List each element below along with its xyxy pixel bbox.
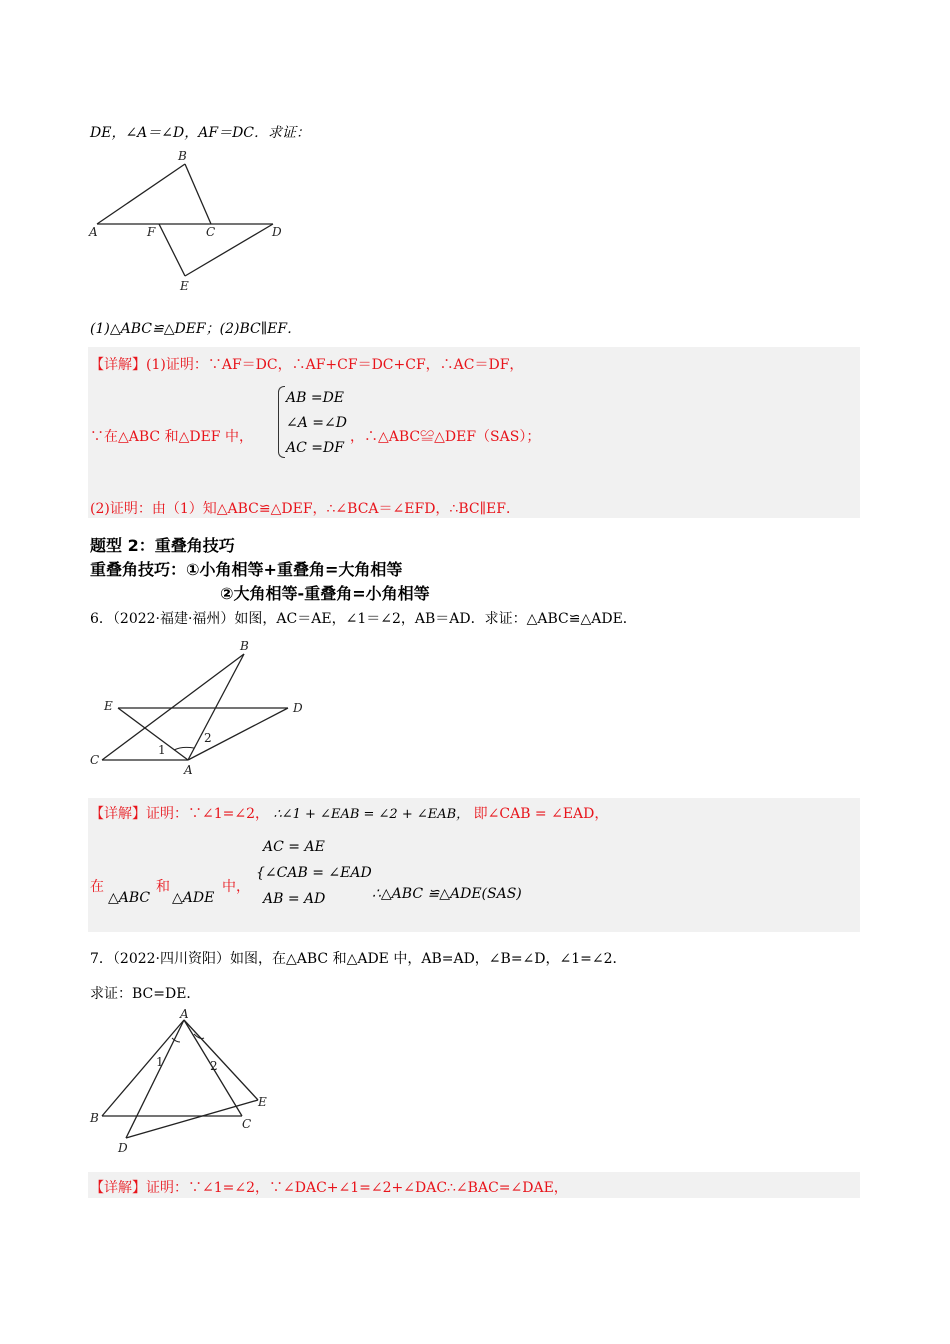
type-2-tip-1: 重叠角技巧：①小角相等+重叠角=大角相等 [90, 560, 403, 579]
figure-1-diagram [85, 148, 295, 296]
type-2-title: 题型 2：重叠角技巧 [90, 536, 235, 555]
equation-system-1 [286, 386, 347, 461]
segment-cb [102, 654, 244, 760]
solution-6-line-1 [90, 803, 608, 823]
solution-1-text: (1)证明：∵AF＝DC，∴AF+CF＝DC+CF，∴AC＝DF， [146, 357, 524, 373]
eq-3: AC =DF [286, 440, 344, 456]
segment-ab [102, 1020, 184, 1116]
segment-ae [118, 708, 188, 760]
word-zai: 在 [90, 879, 104, 895]
segment-bc [185, 164, 211, 224]
question-7-prove: 求证：BC=DE． [90, 986, 201, 1002]
label-c: C [90, 753, 100, 767]
equation-system-6 [256, 834, 372, 912]
label-e: E [104, 699, 113, 713]
word-he: 和 [156, 879, 170, 895]
eq-1: AB =DE [286, 390, 345, 406]
segment-ab [188, 654, 244, 760]
triangle-ade: △ADE [172, 890, 215, 906]
angle-arc [174, 747, 194, 750]
eq-1: AC = AE [263, 839, 325, 855]
segment-ad [126, 1020, 184, 1138]
brace-left [278, 386, 285, 458]
eq-2: {∠CAB = ∠EAD [256, 865, 372, 881]
solution-7-text: 证明：∵∠1=∠2，∵∠DAC+∠1=∠2+∠DAC∴∠BAC=∠DAE， [146, 1180, 568, 1196]
label-c: C [206, 225, 216, 239]
question-7: 7．（2022·四川资阳）如图，在△ABC 和△ADE 中，AB=AD，∠B=∠D，∠1=∠2． [90, 951, 627, 967]
solution-6-text-a: 证明：∵∠1=∠2， [146, 806, 270, 822]
label-b: B [240, 639, 249, 653]
label-e: E [258, 1095, 267, 1109]
segment-ed [185, 224, 273, 276]
question-6: 6．（2022·福建·福州）如图，AC＝AE，∠1＝∠2，AB＝AD．求证：△ABC≌△ADE． [90, 611, 637, 627]
angle-label-2: 2 [204, 731, 212, 745]
solution-6-text-b: ∴∠1 + ∠EAB = ∠2 + ∠EAB， [273, 807, 470, 822]
solution-1-suffix: ，∴△ABC≌△DEF（SAS）； [350, 429, 541, 445]
solution-1-line-3: (2)证明：由（1）知△ABC≌△DEF，∴∠BCA＝∠EFD，∴BC∥EF． [90, 501, 520, 517]
label-b: B [90, 1111, 99, 1125]
label-b: B [178, 149, 187, 163]
segment-ae [184, 1020, 258, 1100]
figure-2-diagram [88, 638, 318, 780]
label-e: E [180, 279, 189, 293]
detail-tag: 【详解】 [90, 1180, 146, 1196]
triangle-abc: △ABC [108, 890, 151, 906]
detail-tag: 【详解】 [90, 357, 146, 373]
label-d: D [272, 225, 282, 239]
label-a: A [89, 225, 98, 239]
figure-3-diagram [86, 1008, 282, 1160]
label-a: A [180, 1008, 189, 1021]
type-2-tip-2: ②大角相等-重叠角=小角相等 [220, 584, 430, 603]
segment-de [126, 1100, 258, 1138]
label-d: D [118, 1141, 128, 1155]
segment-ab [97, 164, 185, 224]
question-parts: (1)△ABC≌△DEF；(2)BC∥EF． [90, 321, 302, 337]
angle-label-2: 2 [210, 1059, 218, 1073]
segment-fe [159, 224, 185, 276]
solution-6-conclusion: ∴△ABC ≌△ADE(SAS) [372, 886, 522, 902]
eq-2: ∠A =∠D [286, 415, 347, 431]
word-zhong: 中， [222, 879, 250, 895]
label-c: C [242, 1117, 252, 1131]
label-f: F [147, 225, 156, 239]
label-d: D [293, 701, 303, 715]
problem-continuation: DE，∠A＝∠D，AF＝DC．求证： [90, 125, 311, 141]
detail-tag: 【详解】 [90, 806, 146, 822]
solution-1-line-1 [90, 354, 523, 374]
segment-ad [188, 708, 288, 760]
solution-6-text-c: 即∠CAB = ∠EAD， [473, 806, 609, 822]
angle-label-1: 1 [158, 743, 166, 757]
label-a: A [184, 763, 193, 777]
angle-label-1: 1 [156, 1055, 164, 1069]
solution-7-line [90, 1177, 568, 1197]
solution-1-prefix: ∵在△ABC 和△DEF 中， [90, 429, 253, 445]
eq-3: AB = AD [263, 891, 326, 907]
